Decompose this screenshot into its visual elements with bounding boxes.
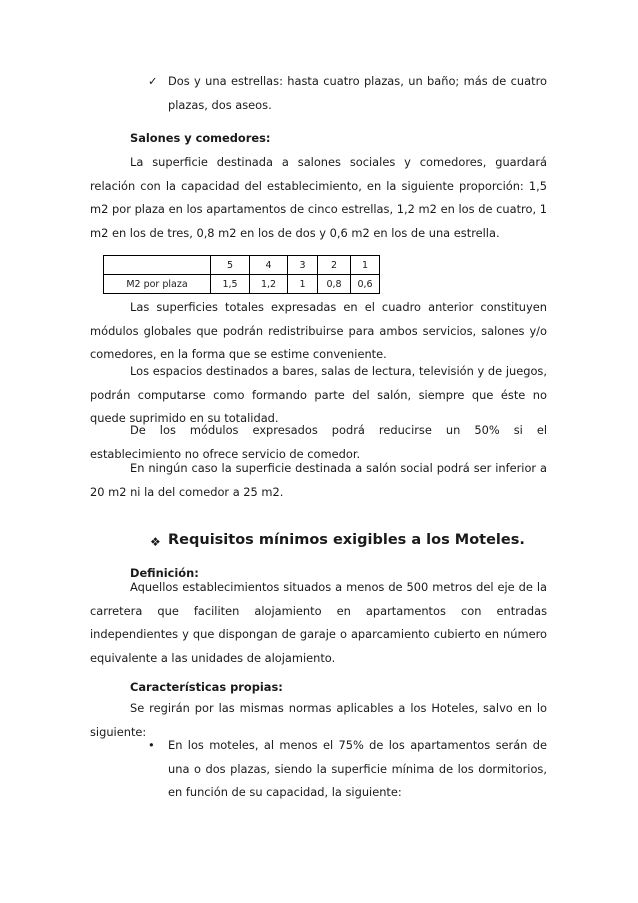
paragraph-salones-1: La superficie destinada a salones sociales y comedores, guardará relación con la capacidad del establecimiento, en la siguiente proporción: 1,5 m2 por plaza en los apartamentos de cinco estrellas, 1,2 m2 en los de cuatro, 1 m2 en los de tres, 0,8 m2 en los de dos y 0,6 m2 en los de una estrella. bbox=[90, 155, 547, 240]
section-heading-definicion: Definición: bbox=[130, 566, 199, 580]
table-row bbox=[104, 275, 380, 294]
table-cell: 5 bbox=[211, 256, 250, 275]
table-cell: 3 bbox=[288, 256, 318, 275]
section-heading-salones: Salones y comedores: bbox=[130, 131, 271, 145]
table-cell: 0,8 bbox=[318, 275, 351, 294]
table-cell: 4 bbox=[250, 256, 288, 275]
section-heading-caracteristicas: Características propias: bbox=[130, 680, 283, 694]
bullet-text: Dos y una estrellas: hasta cuatro plazas, un baño; más de cuatro plazas, dos aseos. bbox=[168, 74, 547, 112]
paragraph-salones-5: En ningún caso la superficie destinada a salón social podrá ser inferior a 20 m2 ni la del comedor a 25 m2. bbox=[90, 461, 547, 499]
bullet-dot-icon: • bbox=[148, 738, 155, 752]
table-cell: 2 bbox=[318, 256, 351, 275]
table-cell bbox=[104, 256, 211, 275]
paragraph-salones-4: De los módulos expresados podrá reducirse un 50% si el establecimiento no ofrece servicio de comedor. bbox=[90, 423, 547, 461]
paragraph-salones-3: Los espacios destinados a bares, salas de lectura, televisión y de juegos, podrán computarse como formando parte del salón, siempre que éste no quede suprimido en su totalidad. bbox=[90, 364, 547, 425]
paragraph-definicion: Aquellos establecimientos situados a menos de 500 metros del eje de la carretera que faciliten alojamiento en apartamentos con entradas independientes y que dispongan de garaje o aparcamiento cubierto en número equivalente a las unidades de alojamiento. bbox=[90, 580, 547, 665]
table-cell: M2 por plaza bbox=[104, 275, 211, 294]
paragraph-salones-2: Las superficies totales expresadas en el cuadro anterior constituyen módulos globales que podrán redistribuirse para ambos servicios, salones y/o comedores, en la forma que se estime conveniente. bbox=[90, 300, 547, 361]
table-cell: 0,6 bbox=[351, 275, 380, 294]
table-cell: 1,5 bbox=[211, 275, 250, 294]
table-cell: 1 bbox=[288, 275, 318, 294]
paragraph-caracteristicas: Se regirán por las mismas normas aplicables a los Hoteles, salvo en lo siguiente: bbox=[90, 701, 547, 739]
table-cell: 1,2 bbox=[250, 275, 288, 294]
diamond-bullet-icon: ❖ bbox=[150, 535, 161, 549]
check-icon: ✓ bbox=[148, 74, 158, 88]
table-cell: 1 bbox=[351, 256, 380, 275]
bullet-text: En los moteles, al menos el 75% de los apartamentos serán de una o dos plazas, siendo la superficie mínima de los dormitorios, en función de su capacidad, la siguiente: bbox=[168, 738, 547, 799]
m2-per-seat-table bbox=[103, 255, 380, 294]
moteles-title: Requisitos mínimos exigibles a los Moteles. bbox=[168, 532, 525, 548]
table-header-row bbox=[104, 256, 380, 275]
